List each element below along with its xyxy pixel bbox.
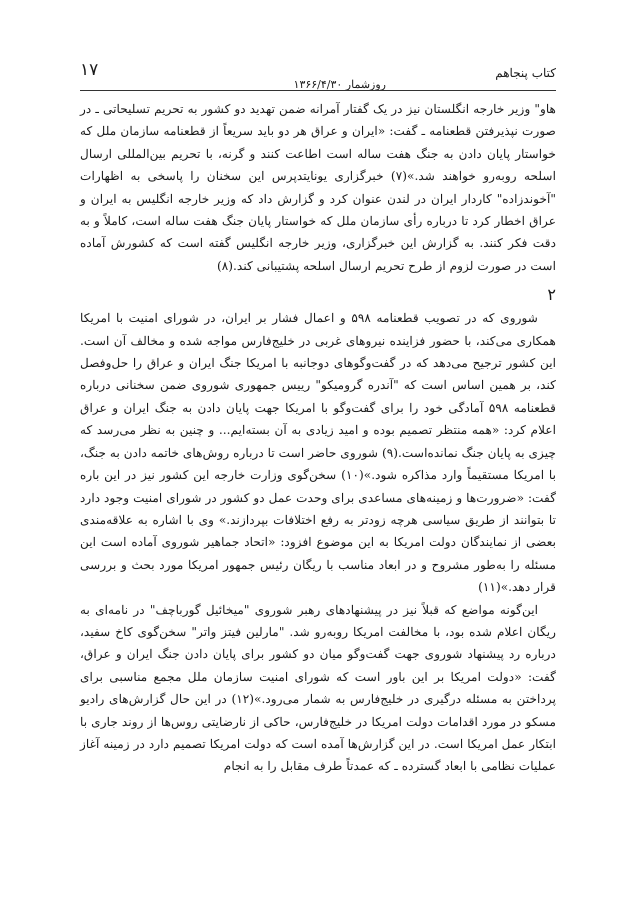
header-rule — [80, 90, 556, 91]
paragraph-1: هاو" وزیر خارجه انگلستان نیز در یک گفتار آمرانه ضمن تهدید دو کشور به تحریم تسلیحاتی ـ در صورت نپذیرفتن قطعنامه ـ گفت: «ایران و عراق هر دو باید سریعاً از قطعنامه سازمان ملل که خواستار پایان دادن به جنگ هفت ساله است اطاعت کنند و گرنه، با تحریم بین‌المللی ارسال اسلحه روبه‌رو خواهند شد.»(۷) خبرگزاری یونایتدپرس این سخنان را پاسخی به اظهارات "آخوندزاده" کاردار ایران در لندن عنوان کرد و گزارش داد که وزیر خارجه انگلیس به ایران و عراق اخطار کرد تا درباره رأی سازمان ملل که خواستار پایان جنگ هفت ساله است، کاملاً و به دقت فکر کنند. به گزارش این خبرگزاری، وزیر خارجه انگلیس گفته است که کشورش آماده است در صورت لزوم از طرح تحریم ارسال اسلحه پشتیبانی کند.(۸) — [80, 102, 556, 273]
document-page — [80, 60, 557, 774]
page-number: ۱۷ — [80, 60, 99, 80]
section-number: ۲ — [547, 285, 556, 305]
body-text — [80, 98, 556, 778]
page-header — [80, 60, 556, 91]
paragraph-3: این‌گونه مواضع که قبلاً نیز در پیشنهادهای رهبر شوروی "میخائیل گورباچف" در نامه‌ای به ریگان اعلام شده بود، با مخالفت امریکا روبه‌رو شد. "مارلین فیتز واتر" سخن‌گوی کاخ سفید، درباره رد پیشنهاد شوروی جهت گفت‌وگو میان دو کشور برای پایان دادن جنگ ایران و عراق، گفت: «دولت امریکا بر این باور است که شورای امنیت سازمان ملل مجمع مناسبی برای پرداختن به مسئله درگیری در خلیج‌فارس به شمار می‌رود.»(۱۲) در این حال گزارش‌های رادیو مسکو در مورد اقدامات دولت امریکا در خلیج‌فارس، حاکی از نارضایتی روس‌ها از روند جاری با ابتکار عمل امریکا است. در این گزارش‌ها آمده است که دولت امریکا تصمیم دارد در زمینه آغاز عملیات نظامی با ابعاد گسترده ـ که عمدتاً طرف مقابل را به انجام — [80, 602, 556, 774]
paragraph-2: شوروی که در تصویب قطعنامه ۵۹۸ و اعمال فشار بر ایران، در شورای امنیت با امریکا همکاری می‌کند، با حضور فزاینده نیروهای غربی در خلیج‌فارس مواجه شده و مخالف آن است. این کشور ترجیح می‌دهد که در گفت‌وگوهای دوجانبه با امریکا جنگ ایران و عراق را حل‌وفصل کند، بر همین اساس است که "آندره گرومیکو" رییس جمهوری شوروی ضمن سخنانی درباره قطعنامه ۵۹۸ آمادگی خود را برای گفت‌وگو با امریکا جهت پایان دادن به جنگ ایران و عراق اعلام کرد: «همه منتظر تصمیم بوده و امید زیادی به آن بسته‌ایم... و چنین به نظر می‌رسد که چیزی به پایان جنگ نمانده‌است.(۹) شوروی حاضر است تا درباره روش‌های خاتمه دادن به جنگ، با امریکا مستقیماً وارد مذاکره شود.»(۱۰) سخن‌گوی وزارت خارجه این کشور نیز در این باره گفت: «ضرورت‌ها و زمینه‌های مساعدی برای وحدت عمل دو کشور در شورای امنیت وجود دارد تا بتوانند از طریق سیاسی هرچه زودتر به رفع اختلافات بپردازند.» وی با اشاره به علاقه‌مندی بعضی از نمایندگان دولت امریکا به این موضوع افزود: «اتحاد جماهیر شوروی آماده است این مسئله را به‌طور مشروح و در ابعاد مناسب با ریگان رئیس جمهور امریکا مورد بحث و بررسی قرار دهد.»(۱۱) — [80, 311, 557, 595]
journal-date: روزشمار ۱۳۶۶/۴/۳۰ — [293, 78, 386, 91]
book-title: کتاب پنجاهم — [495, 66, 556, 80]
